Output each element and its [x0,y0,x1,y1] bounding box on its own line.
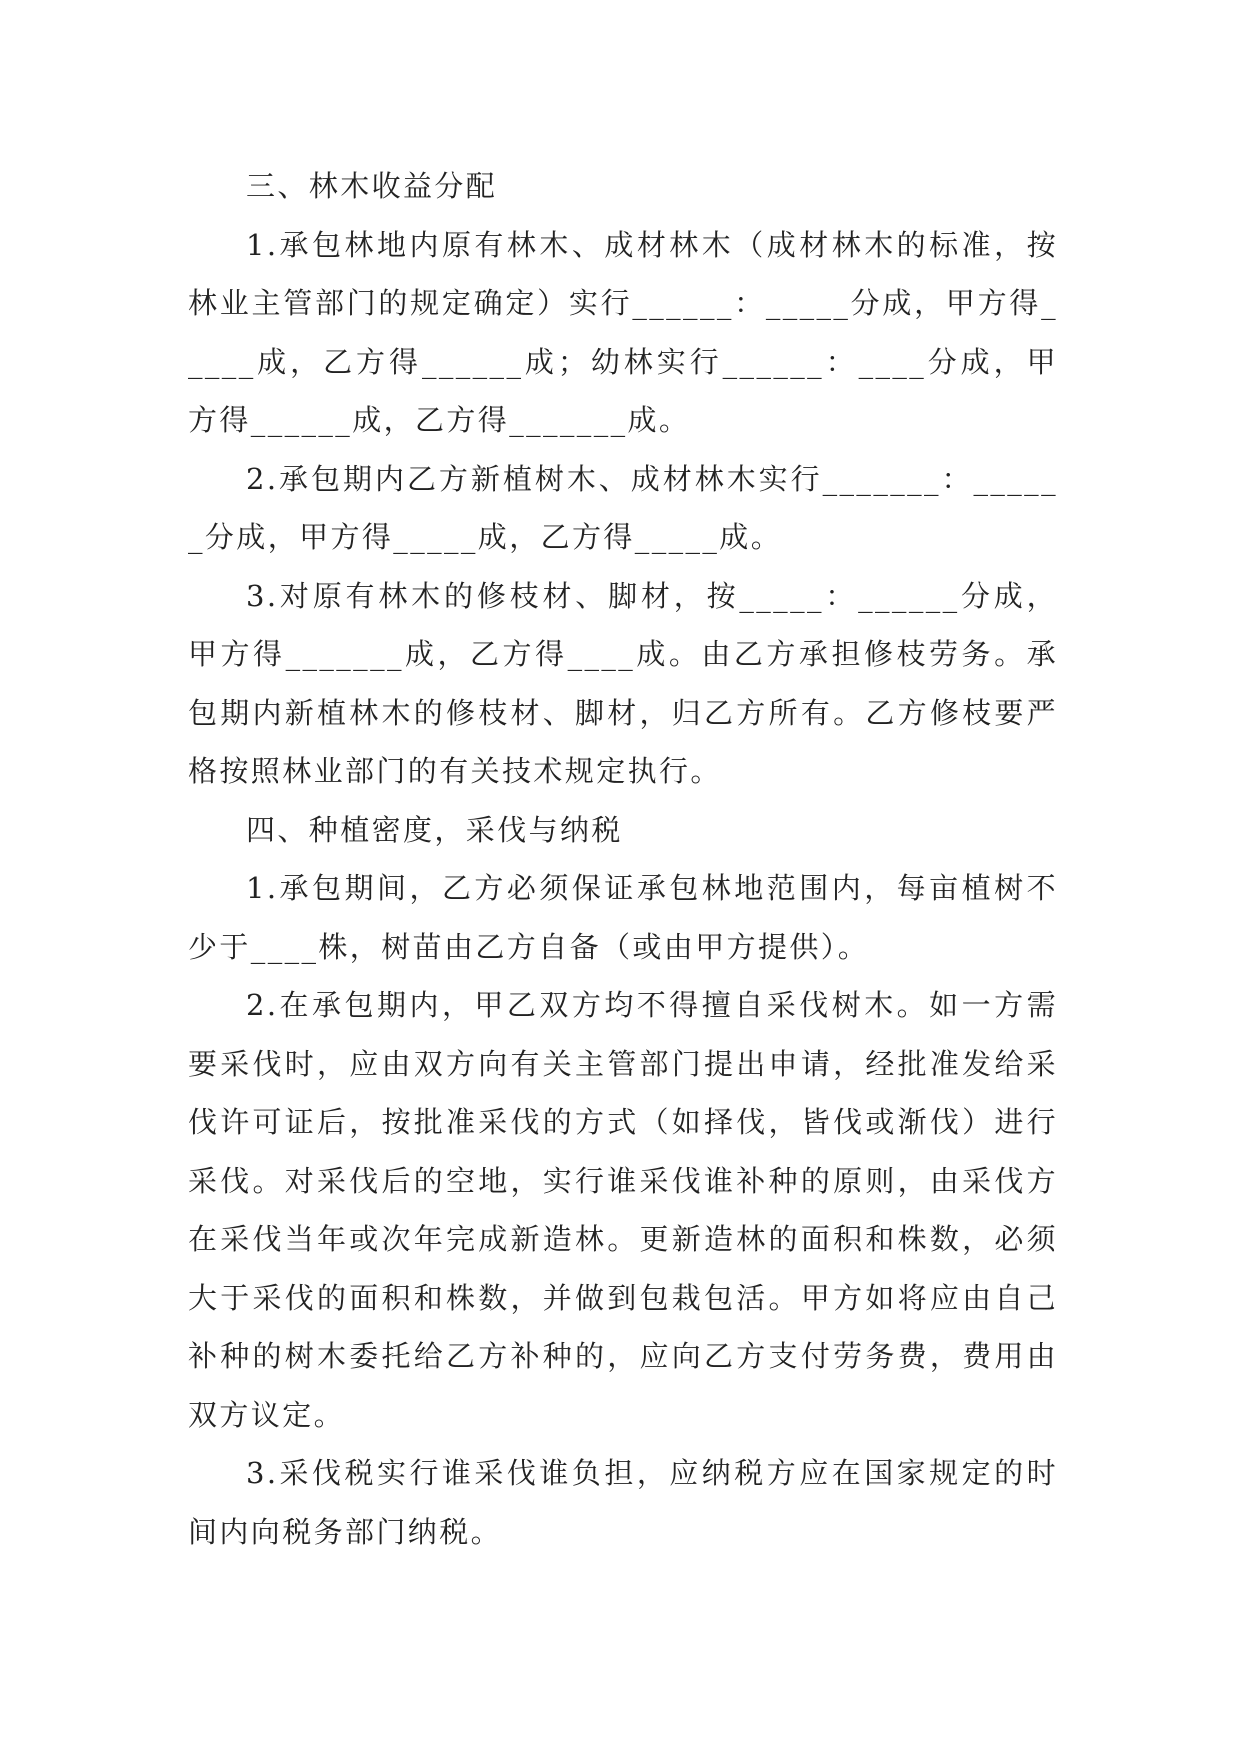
clause-3-2: 2.承包期内乙方新植树木、成材林木实行_______：______分成，甲方得_____成，乙方得_____成。 [188,461,1058,554]
clause-3-3: 3.对原有林木的修枝材、脚材，按_____：______分成，甲方得_______成，乙方得____成。由乙方承担修枝劳务。承包期内新植林木的修枝材、脚材，归乙方所有。乙方修枝要严格按照林业部门的有关技术规定执行。 [188,578,1058,788]
clause-3-1: 1.承包林地内原有林木、成材林木（成材林木的标准，按林业主管部门的规定确定）实行______：_____分成，甲方得_____成，乙方得______成；幼林实行______：____分成，甲方得______成，乙方得_______成。 [188,227,1058,437]
clause-4-1: 1.承包期间，乙方必须保证承包林地范围内，每亩植树不少于____株，树苗由乙方自备（或由甲方提供）。 [188,871,1058,964]
document-body [188,157,1058,1561]
section-heading-3: 三、林木收益分配 [246,169,498,203]
clause-4-2: 2.在承包期内，甲乙双方均不得擅自采伐树木。如一方需要采伐时，应由双方向有关主管部门提出申请，经批准发给采伐许可证后，按批准采伐的方式（如择伐，皆伐或渐伐）进行采伐。对采伐后的空地，实行谁采伐谁补种的原则，由采伐方在采伐当年或次年完成新造林。更新造林的面积和株数，必须大于采伐的面积和株数，并做到包栽包活。甲方如将应由自己补种的树木委托给乙方补种的，应向乙方支付劳务费，费用由双方议定。 [188,988,1058,1432]
clause-4-3: 3.采伐税实行谁采伐谁负担，应纳税方应在国家规定的时间内向税务部门纳税。 [188,1456,1058,1549]
section-heading-4: 四、种植密度，采伐与纳税 [246,812,623,847]
